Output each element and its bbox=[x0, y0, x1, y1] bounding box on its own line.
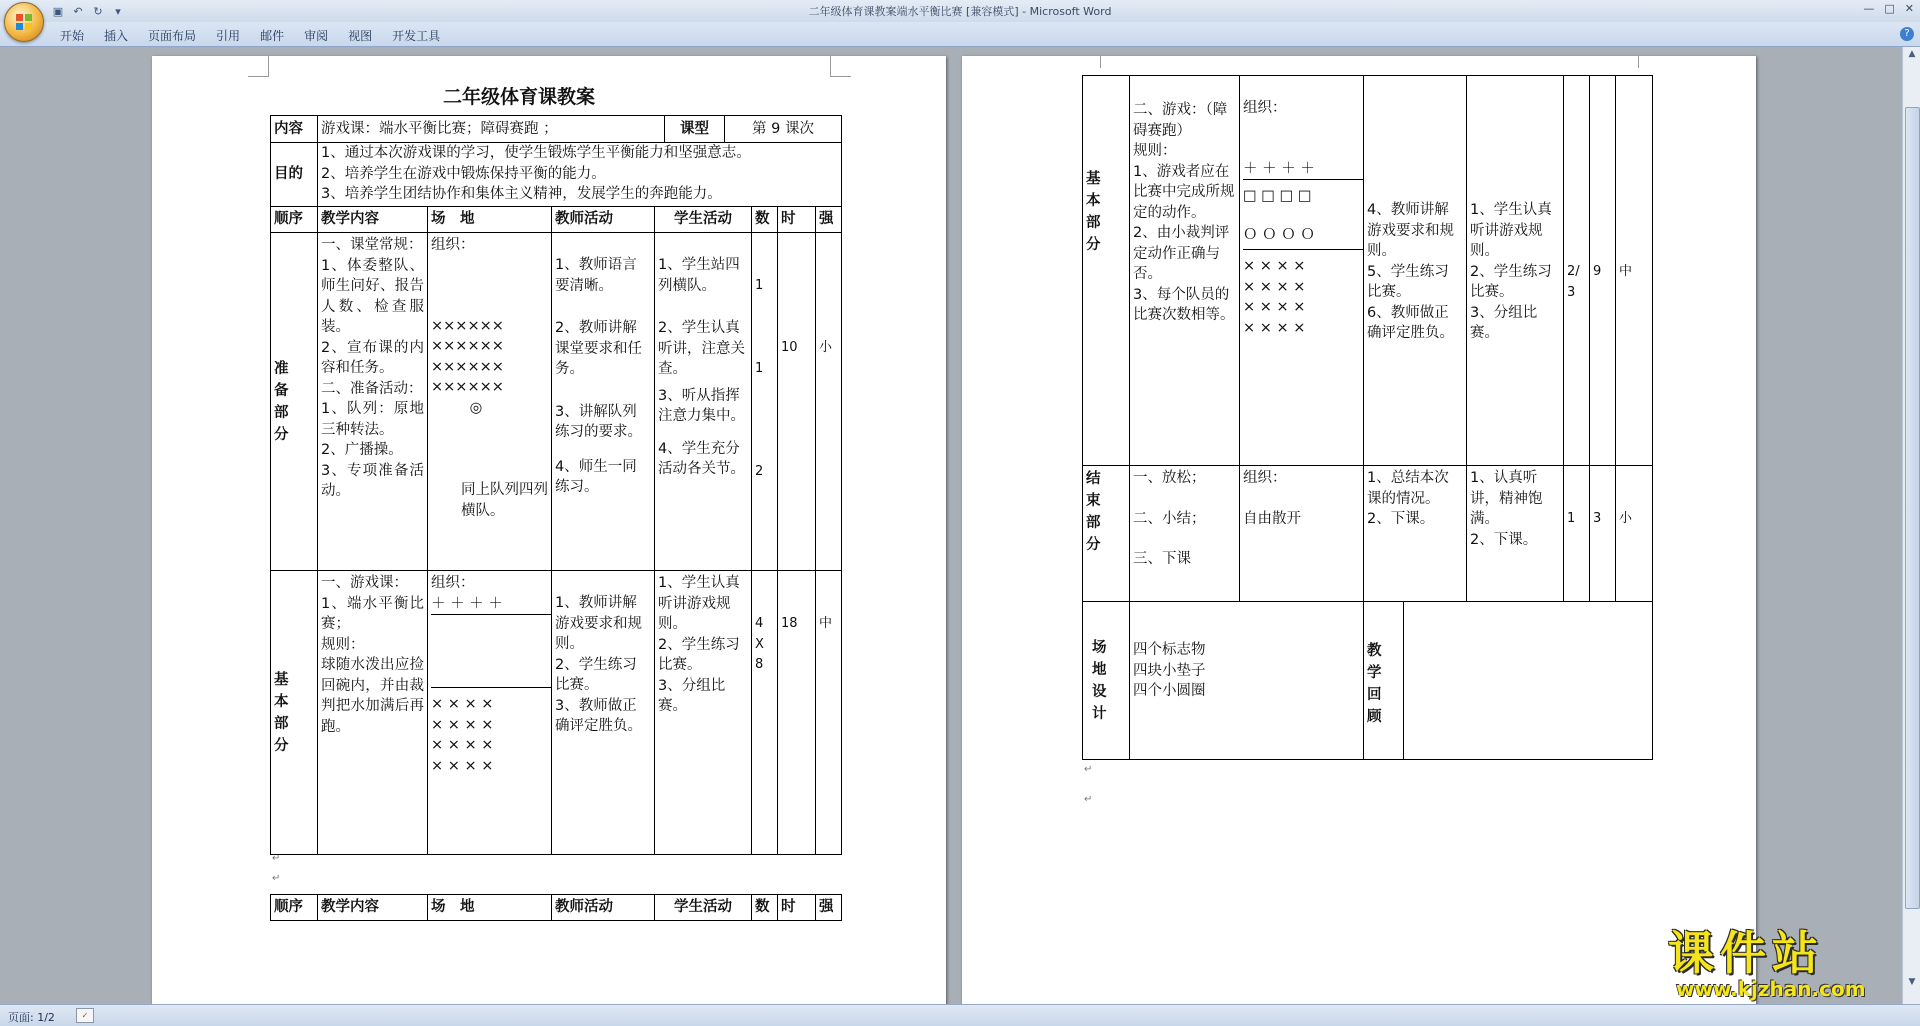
content-label: 内容 bbox=[271, 116, 318, 143]
basic2-teacher: 4、教师讲解游戏要求和规则。 5、学生练习比赛。 6、教师做正确评定胜负。 bbox=[1364, 76, 1467, 466]
plus-row: ＋ ＋ ＋ ＋ bbox=[431, 595, 503, 612]
col-header: 教师活动 bbox=[552, 207, 655, 233]
cross-row: × × × × bbox=[431, 716, 494, 733]
goal-line: 3、培养学生团结协作和集体主义精神，发展学生的奔跑能力。 bbox=[321, 186, 722, 202]
header-table bbox=[270, 115, 842, 143]
doc-title: 二年级体育课教案 bbox=[442, 86, 595, 108]
col-header: 教师活动 bbox=[552, 895, 655, 921]
end-count: 1 bbox=[1564, 466, 1590, 602]
tab-home[interactable]: 开始 bbox=[60, 29, 85, 43]
col-header: 顺序 bbox=[271, 895, 318, 921]
formation-row: ×××××× bbox=[431, 358, 504, 375]
paragraph-mark: ↵ bbox=[1084, 764, 1093, 775]
circle-row: Ｏ Ｏ Ｏ Ｏ bbox=[1243, 226, 1315, 243]
watermark-logo bbox=[1668, 928, 1908, 1004]
paragraph-mark: ↵ bbox=[272, 853, 281, 864]
section-label: 基本部分 bbox=[271, 571, 318, 855]
col-header: 顺序 bbox=[271, 207, 318, 233]
scroll-up-icon[interactable]: ▲ bbox=[1908, 49, 1916, 59]
table-row-end bbox=[1083, 466, 1653, 602]
office-button[interactable] bbox=[4, 2, 44, 42]
table-row-basic-1 bbox=[271, 571, 842, 855]
site-label: 场地设计 bbox=[1083, 602, 1130, 760]
square-row: □ □ □ □ bbox=[1243, 188, 1312, 204]
corner-mark bbox=[830, 56, 851, 77]
goal-table bbox=[270, 142, 842, 207]
basic1-venue: 组织： ＋ ＋ ＋ ＋ × × × × × × × × × × × × × × × × bbox=[428, 571, 552, 855]
status-bar bbox=[0, 1004, 1920, 1026]
cross-row: × × × × bbox=[1243, 299, 1306, 315]
basic1-teacher: 1、教师讲解游戏要求和规则。 2、学生练习比赛。 3、教师做正确评定胜负。 bbox=[552, 571, 655, 855]
prep-count: 1 1 2 bbox=[752, 233, 778, 571]
goal-line: 2、培养学生在游戏中锻炼保持平衡的能力。 bbox=[321, 165, 606, 182]
basic2-venue: 组织： ＋ ＋ ＋ ＋ □ □ □ □ Ｏ Ｏ Ｏ Ｏ × × × × × × × × × × × × × × × × bbox=[1240, 76, 1364, 466]
lesson-table bbox=[270, 206, 842, 855]
goal-label: 目的 bbox=[271, 143, 318, 207]
corner-mark bbox=[1638, 56, 1659, 68]
watermark-url: www.kjzhan.com bbox=[1676, 977, 1866, 1001]
prep-intensity: 小 bbox=[816, 233, 842, 571]
content-value: 游戏课：端水平衡比赛；障碍赛跑 ； bbox=[318, 116, 665, 143]
proofing-icon[interactable]: ✓ bbox=[76, 1008, 94, 1023]
basic2-student: 1、学生认真听讲游戏规则。 2、学生练习比赛。 3、分组比赛。 bbox=[1467, 76, 1564, 466]
table-header-row bbox=[271, 207, 842, 233]
cross-row: × × × × bbox=[1243, 278, 1306, 295]
col-header: 强 bbox=[816, 895, 842, 921]
page-indicator[interactable]: 页面: 1/2 bbox=[8, 1011, 55, 1024]
prep-content: 一、课堂常规： 1、体委整队、师生问好、报告人数、检查服装。 2、宣布课的内容和任务。 二、准备活动： 1、队列：原地三种转法。 2、广播操。 3、专项准备活动。 bbox=[318, 233, 428, 571]
col-header: 数 bbox=[752, 207, 778, 233]
title-bar bbox=[0, 0, 1920, 22]
document-workspace[interactable] bbox=[0, 47, 1902, 1004]
basic1-count: 4X8 bbox=[752, 571, 778, 855]
end-time: 3 bbox=[1590, 466, 1616, 602]
ribbon-tabs-bar bbox=[0, 22, 1920, 47]
basic1-student: 1、学生认真听讲游戏规则。 2、学生练习比赛。 3、分组比赛。 bbox=[655, 571, 752, 855]
end-student: 1、认真听讲，精神饱满。 2、下课。 bbox=[1467, 466, 1564, 602]
site-design-table bbox=[1082, 601, 1653, 760]
tab-review[interactable]: 审阅 bbox=[304, 29, 329, 43]
cross-row: × × × × bbox=[1243, 319, 1306, 336]
tab-references[interactable]: 引用 bbox=[216, 29, 241, 43]
undo-icon[interactable]: ↶ bbox=[73, 4, 83, 18]
col-header: 强 bbox=[816, 207, 842, 233]
col-header: 场 地 bbox=[428, 207, 552, 233]
formation-row: ×××××× bbox=[431, 379, 504, 395]
office-logo-icon bbox=[15, 13, 33, 31]
help-icon[interactable]: ? bbox=[1900, 27, 1914, 41]
vertical-scrollbar[interactable] bbox=[1902, 47, 1920, 1004]
maximize-icon[interactable]: □ bbox=[1884, 2, 1895, 15]
site-items: 四个标志物 四块小垫子 四个小圆圈 bbox=[1130, 602, 1364, 760]
col-header: 学生活动 bbox=[655, 207, 752, 233]
basic2-count: 2/3 bbox=[1564, 76, 1590, 466]
col-header: 数 bbox=[752, 895, 778, 921]
document-page-1[interactable] bbox=[152, 56, 946, 1004]
formation-row: ×××××× bbox=[431, 338, 504, 354]
lesson-table-continued bbox=[1082, 75, 1653, 602]
paragraph-mark: ↵ bbox=[272, 873, 281, 884]
col-header: 教学内容 bbox=[318, 207, 428, 233]
prep-student: 1、学生站四列横队。 2、学生认真听讲，注意关查。 3、听从指挥注意力集中。 4、学生充分活动各关节。 bbox=[655, 233, 752, 571]
tab-insert[interactable]: 插入 bbox=[104, 29, 129, 43]
end-intensity: 小 bbox=[1616, 466, 1653, 602]
paragraph-mark: ↵ bbox=[1084, 794, 1093, 805]
teacher-symbol: ◎ bbox=[469, 399, 483, 416]
formation-row: ×××××× bbox=[431, 317, 504, 334]
window-title: 二年级体育课教案端水平衡比赛 [兼容模式] - Microsoft Word bbox=[808, 5, 1112, 18]
basic1-time: 18 bbox=[778, 571, 816, 855]
table-row-basic-2 bbox=[1083, 76, 1653, 466]
tab-mailings[interactable]: 邮件 bbox=[260, 29, 285, 43]
end-venue: 组织： 自由散开 bbox=[1240, 466, 1364, 602]
close-icon[interactable]: ✕ bbox=[1904, 2, 1914, 15]
scroll-thumb[interactable] bbox=[1905, 107, 1920, 909]
redo-icon[interactable]: ↻ bbox=[93, 4, 103, 18]
end-content: 一、放松； 二、小结； 三、下课 bbox=[1130, 466, 1240, 602]
review-label: 教学回顾 bbox=[1364, 602, 1404, 760]
cross-row: × × × × bbox=[1243, 258, 1306, 274]
basic2-content: 二、游戏：（障碍赛跑） 规则： 1、游戏者应在比赛中完成所规定的动作。 2、由小裁判评定动作正确与否。 3、每个队员的比赛次数相等。 bbox=[1130, 76, 1240, 466]
cross-row: × × × × bbox=[431, 696, 494, 712]
col-header: 教学内容 bbox=[318, 895, 428, 921]
basic2-time: 9 bbox=[1590, 76, 1616, 466]
prep-teacher: 1、教师语言要清晰。 2、教师讲解课堂要求和任务。 3、讲解队列练习的要求。 4、师生一同练习。 bbox=[552, 233, 655, 571]
col-header: 学生活动 bbox=[655, 895, 752, 921]
document-page-2[interactable] bbox=[962, 56, 1756, 1004]
corner-mark bbox=[1080, 56, 1101, 68]
table-row-prep bbox=[271, 233, 842, 571]
watermark-title: 课件站 bbox=[1668, 926, 1824, 980]
window-controls bbox=[1863, 2, 1914, 15]
basic1-intensity: 中 bbox=[816, 571, 842, 855]
basic1-content: 一、游戏课： 1、端水平衡比赛； 规则： 球随水泼出应捡回碗内，并由裁判把水加满后再跑。 bbox=[318, 571, 428, 855]
section-label: 结束部分 bbox=[1083, 466, 1130, 602]
section-label: 准备部分 bbox=[271, 233, 318, 571]
prep-venue: 组织： ×××××× ×××××× ×××××× ×××××× ◎ 同上队列四列横队。 bbox=[428, 233, 552, 571]
tab-view[interactable]: 视图 bbox=[348, 29, 373, 43]
corner-mark bbox=[248, 56, 269, 77]
plus-row: ＋ ＋ ＋ ＋ bbox=[1243, 160, 1315, 177]
basic2-intensity: 中 bbox=[1616, 76, 1653, 466]
save-icon[interactable]: ▣ bbox=[52, 4, 64, 18]
repeat-header-table bbox=[270, 894, 842, 921]
customize-qat-icon[interactable]: ▾ bbox=[115, 4, 121, 18]
scroll-down-icon[interactable]: ▼ bbox=[1908, 977, 1916, 987]
goal-line: 1、通过本次游戏课的学习，使学生锻炼学生平衡能力和坚强意志。 bbox=[321, 145, 751, 161]
review-content[interactable] bbox=[1404, 602, 1653, 760]
section-label: 基本部分 bbox=[1083, 76, 1130, 466]
tab-developer[interactable]: 开发工具 bbox=[392, 29, 441, 43]
type-label: 课型 bbox=[665, 116, 725, 143]
minimize-icon[interactable]: — bbox=[1863, 2, 1875, 15]
prep-time: 10 bbox=[778, 233, 816, 571]
col-header: 时 bbox=[778, 895, 816, 921]
end-teacher: 1、总结本次课的情况。 2、下课。 bbox=[1364, 466, 1467, 602]
tab-page-layout[interactable]: 页面布局 bbox=[148, 29, 197, 43]
col-header: 时 bbox=[778, 207, 816, 233]
lesson-number: 第 9 课次 bbox=[725, 116, 842, 143]
cross-row: × × × × bbox=[431, 737, 494, 753]
cross-row: × × × × bbox=[431, 757, 494, 774]
col-header: 场 地 bbox=[428, 895, 552, 921]
